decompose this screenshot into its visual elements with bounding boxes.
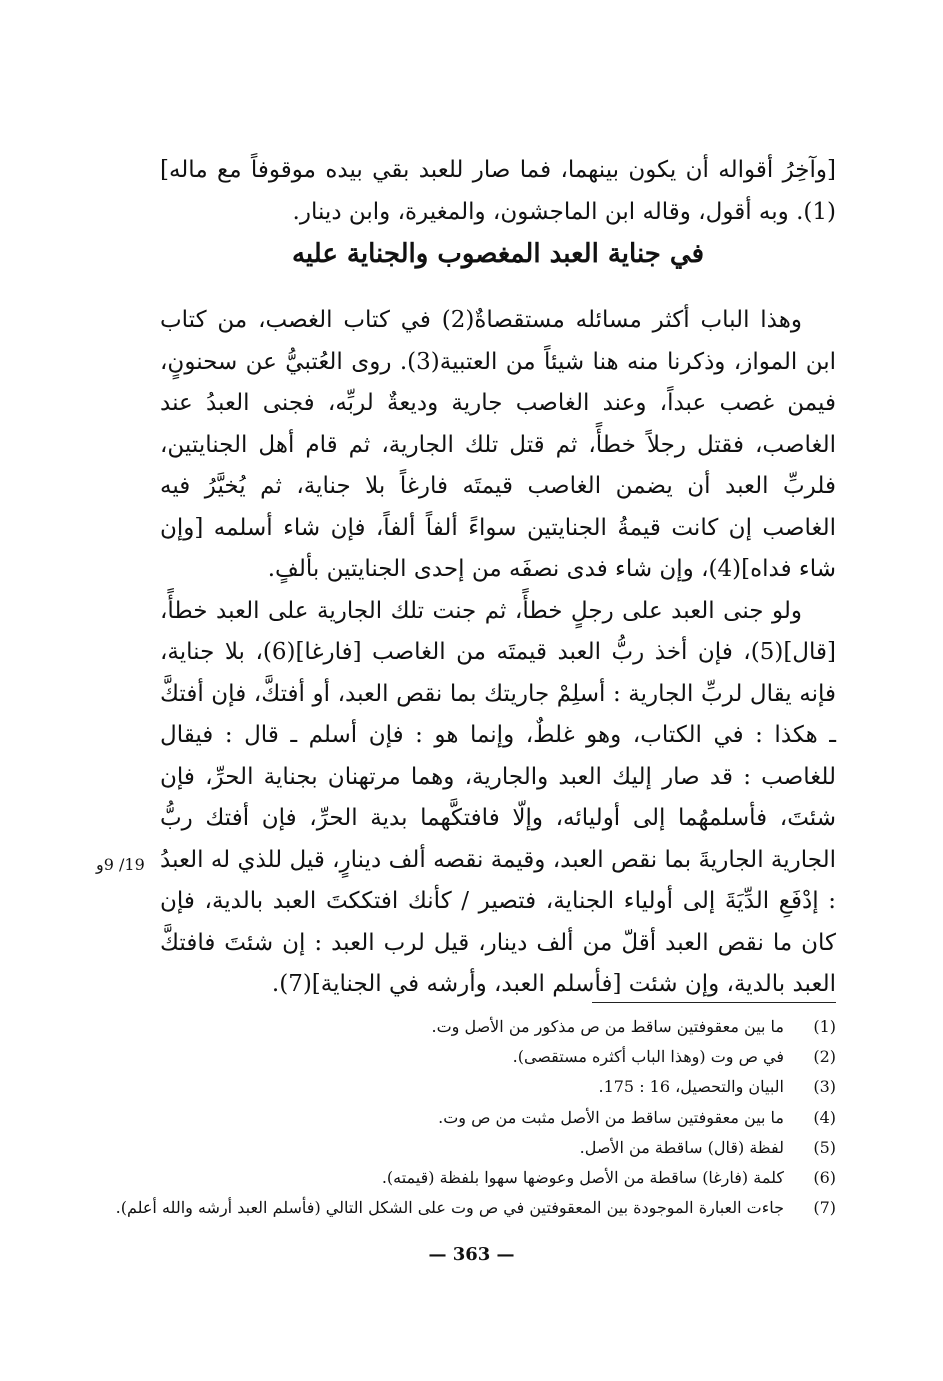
footnote-text: لفظة (قال) ساقطة من الأصل. [579,1137,784,1157]
footnote-7 [115,1193,836,1223]
intro-text: [وآخِرُ أقواله أن يكون بينهما، فما صار للعبد بقي بيده موقوفاً مع ماله](1). وبه أقول، وقاله ابن الماجشون، والمغيرة، وابن دينار. [160,157,836,225]
section-heading: في جناية العبد المغصوب والجناية عليه [291,239,705,269]
footnote-number: (5) [813,1137,836,1157]
footnote-6 [160,1163,836,1193]
footnote-text: ما بين معقوفتين ساقط من ص مذكور من الأصل وت. [431,1017,784,1036]
footnote-number: (1) [813,1017,836,1036]
page-number: — 363 — [428,1244,515,1265]
footnotes [115,1012,836,1223]
footnote-text: ما بين معقوفتين ساقط من الأصل مثبت من ص وت. [438,1107,784,1127]
footnote-number: (3) [813,1077,836,1097]
footnote-text: البيان والتحصيل، 16 : 175. [598,1077,784,1097]
footnote-separator [592,1002,836,1003]
footnote-text: كلمة (فارغا) ساقطة من الأصل وعوضها سهوا بلفظة (قيمته). [381,1168,784,1188]
footnote-2 [160,1042,836,1072]
footnote-5 [160,1133,836,1163]
manuscript-folio-note: 19/ 9و [96,855,145,874]
footnote-text: جاءت العبارة الموجودة بين المعقوفتين في ص وت على الشكل التالي (فأسلم العبد أرشه والله أعلم). [115,1198,784,1218]
footnote-number: (7) [813,1198,836,1218]
footnote-text: في ص وت (وهذا الباب أكثره مستقصى). [512,1047,784,1067]
intro-paragraph [160,150,836,233]
footnote-number: (6) [813,1168,836,1188]
footnote-1 [160,1012,836,1042]
body-text [160,300,836,1006]
paragraph-2: ولو جنى العبد على رجلٍ خطأً، ثم جنت تلك الجارية على العبد خطأً، [قال](5)، فإن أخذ ربُّ العبد قيمتَه من الغاصب [فارغا](6)، بلا جناية، فإنه يقال لربِّ الجارية : أسلِمْ جاريتك بما نقص العبد، أو أفتكَّ، فإن أفتكَّ ـ هكذا : في الكتاب، وهو غلطٌ، وإنما هو : فإن أسلم ـ قال : فيقال للغاصب : قد صار إليك العبد والجارية، وهما مرتهنان بجناية الحرِّ، فإن شئتَ، فأسلمهُما إلى أوليائه، وإلّا فافتكَّهما بدية الحرِّ، فإن أفتك ربُّ الجارية الجاريةَ بما نقص العبد، وقيمة نقصه ألف دينارٍ، قيل للذي له العبدُ : إدْفَعِ الدِّيَةَ إلى أولياء الجناية، فتصير / كأنك افتككتَ العبد بالدية، فإن كان ما نقص العبد أقلّ من ألف دينار، قيل لرب العبد : إن شئتَ فافتكَّ العبد بالدية، وإن شئت [فأسلم العبد، وأرشه في الجناية](7). [160,597,836,997]
footnote-4 [160,1103,836,1133]
paragraph-1: وهذا الباب أكثر مسائله مستقصاةٌ(2) في كتاب الغصب، من كتاب ابن المواز، وذكرنا منه هنا شيئاً من العتبية(3). روى العُتبيُّ عن سحنونٍ، فيمن غصب عبداً، وعند الغاصب جارية وديعةٌ لربِّه، فجنى العبدُ عند الغاصب، فقتل رجلاً خطأً، ثم قتل تلك الجارية، ثم قام أهل الجنايتين، فلربِّ العبد أن يضمن الغاصب قيمتَه فارغاً بلا جناية، ثم يُخيَّرُ فيه الغاصب إن كانت قيمةُ الجنايتين سواءً ألفاً ألفاً، فإن شاء أسلمه [وإن شاء فداه](4)، وإن شاء فدى نصفَه من إحدى الجنايتين بألفٍ. [160,307,837,582]
footnote-number: (4) [813,1107,836,1127]
footnote-3 [160,1072,836,1102]
footnote-number: (2) [813,1047,836,1067]
